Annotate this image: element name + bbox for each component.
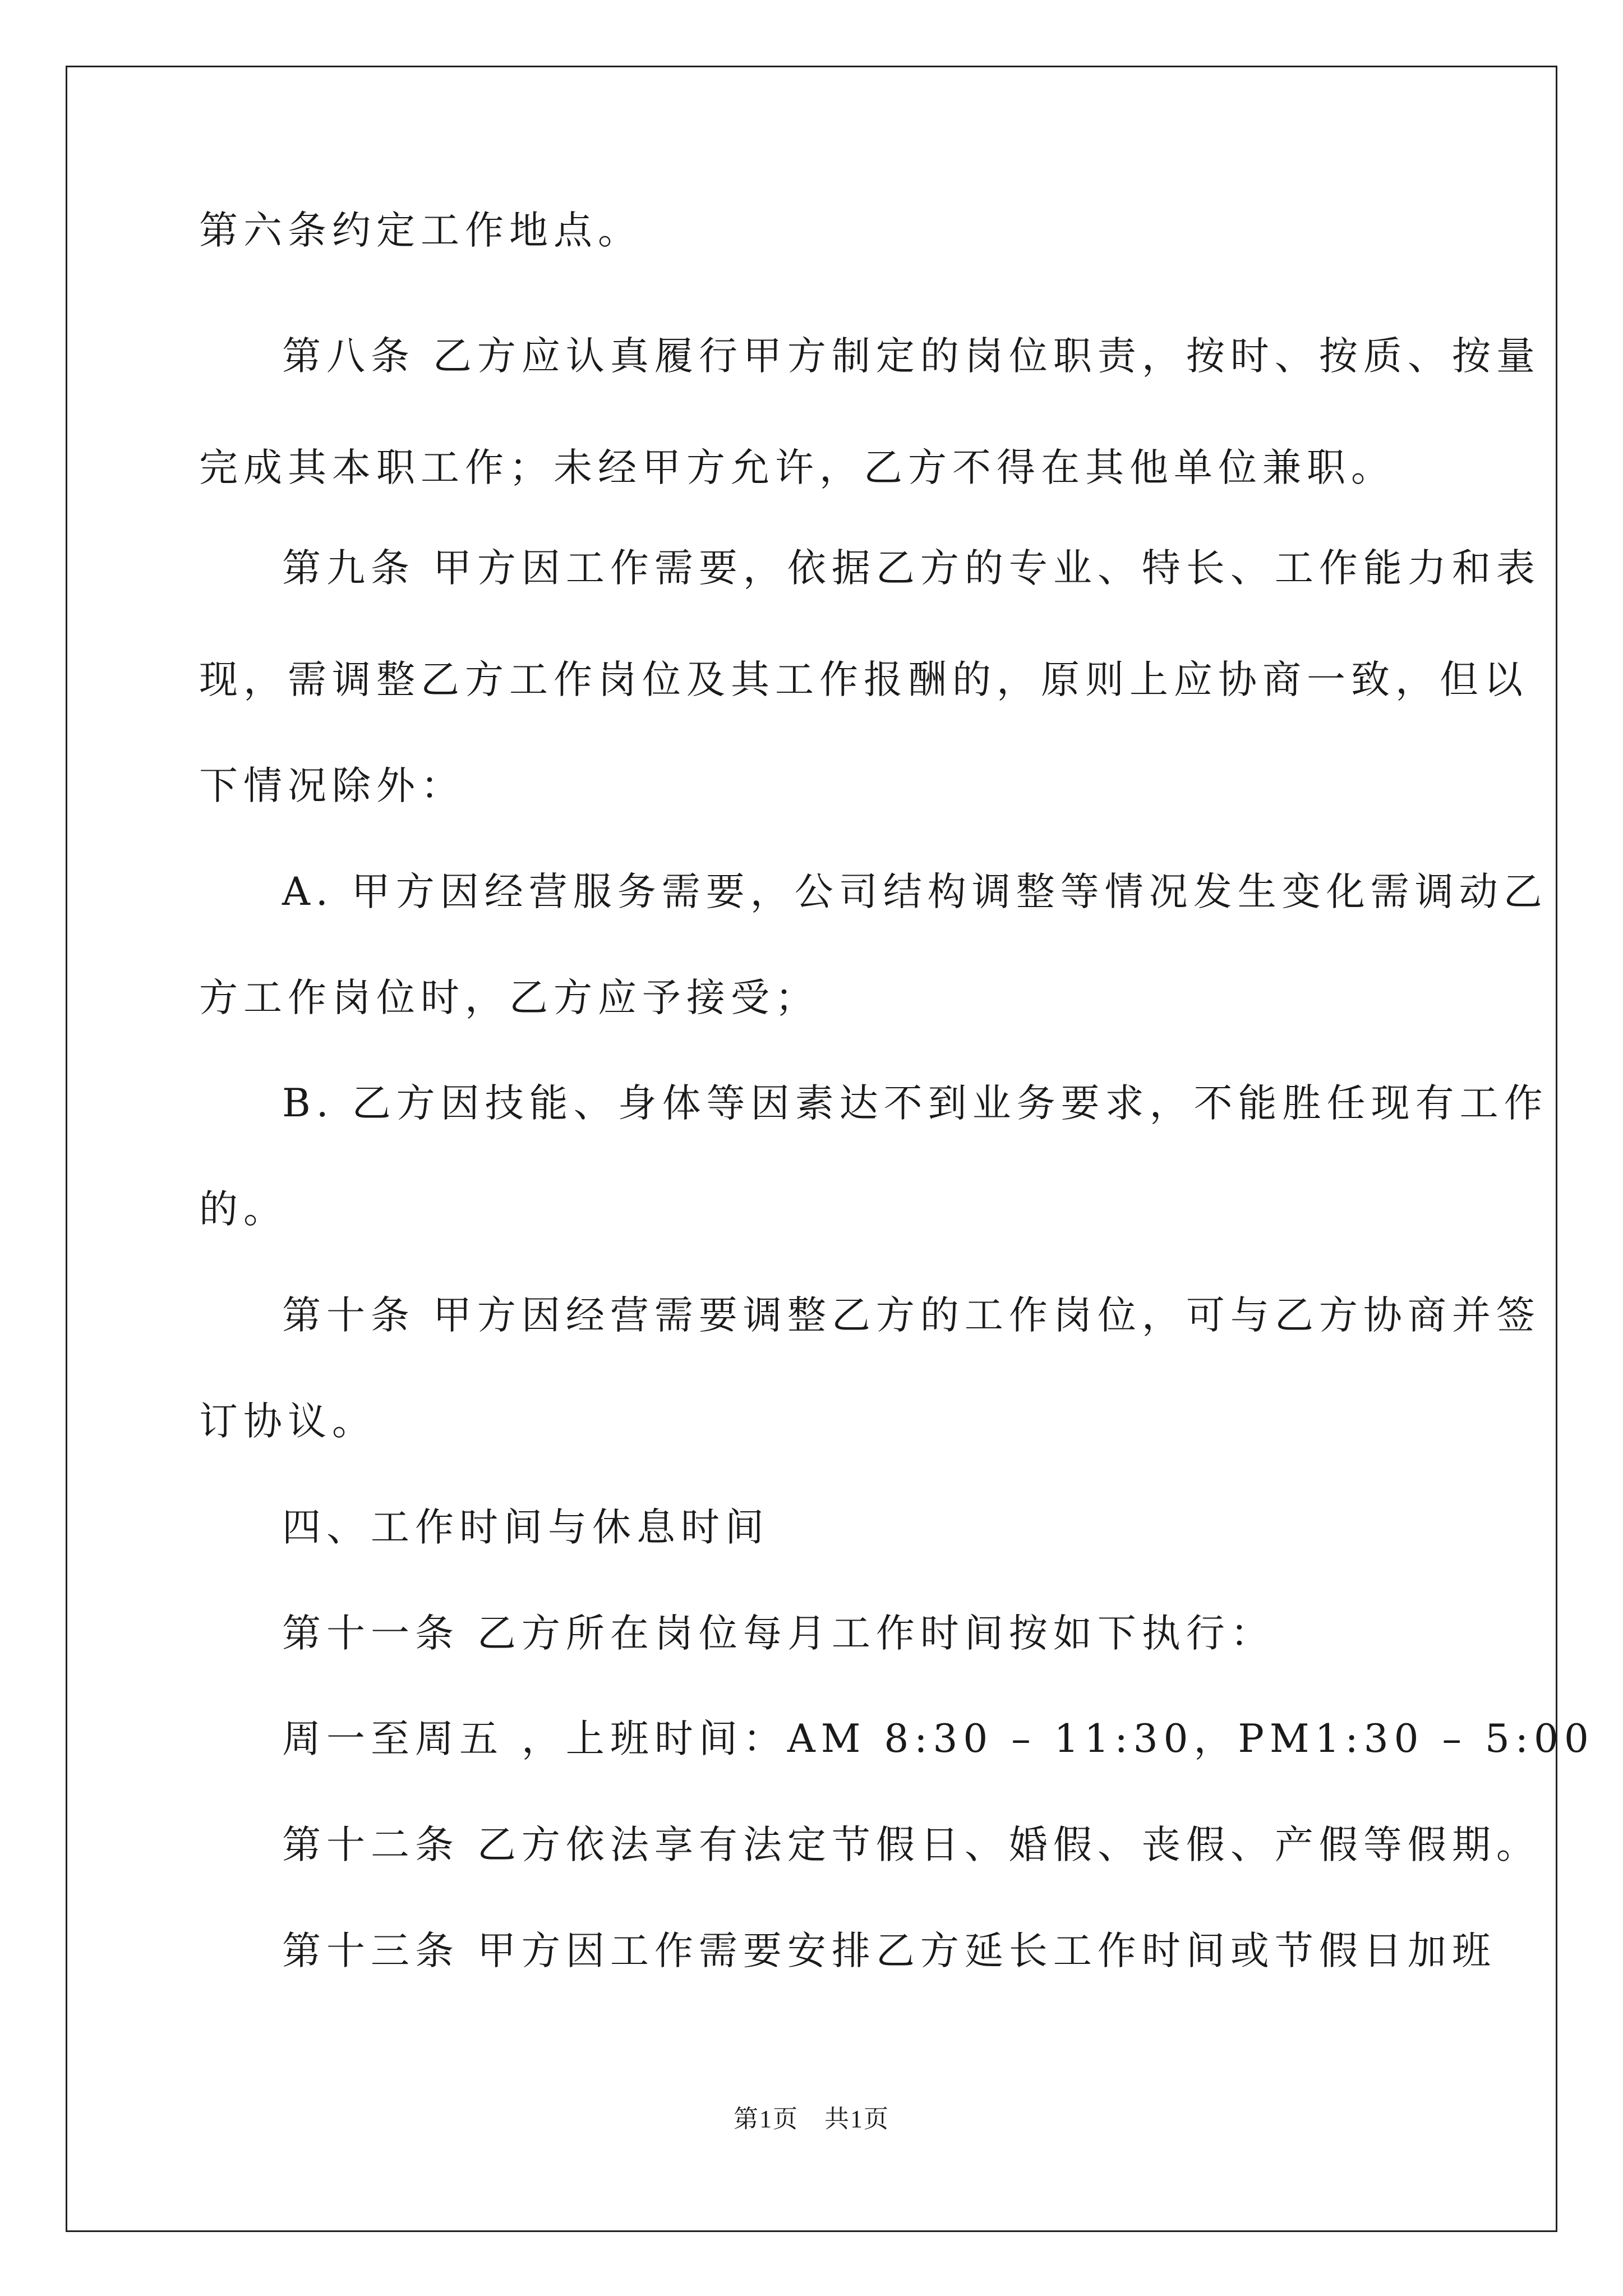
paragraph-line: 现，需调整乙方工作岗位及其工作报酬的，原则上应协商一致，但以 [199,657,1528,702]
paragraph-line: 第八条 乙方应认真履行甲方制定的岗位职责，按时、按质、按量 [282,334,1541,379]
paragraph-line: 完成其本职工作；未经甲方允许，乙方不得在其他单位兼职。 [199,445,1395,490]
paragraph-line: 方工作岗位时，乙方应予接受； [199,976,819,1020]
page-number-footer: 第1页 共1页 [734,2105,889,2133]
paragraph-line: 周一至周五 ，上班时间：AM 8:30 – 11:30，PM1:30 – 5:00 [282,1717,1594,1761]
page-border [66,66,1557,2232]
section-heading: 四、工作时间与休息时间 [282,1505,769,1550]
paragraph-line: 第六条约定工作地点。 [199,208,642,253]
paragraph-line: 下情况除外： [199,763,465,808]
paragraph-line: 第十一条 乙方所在岗位每月工作时间按如下执行： [282,1611,1275,1656]
paragraph-line: 第九条 甲方因工作需要，依据乙方的专业、特长、工作能力和表 [282,546,1541,591]
paragraph-line: B. 乙方因技能、身体等因素达不到业务要求，不能胜任现有工作 [282,1081,1548,1126]
paragraph-line: 订协议。 [199,1399,376,1444]
paragraph-line: 第十三条 甲方因工作需要安排乙方延长工作时间或节假日加班 [282,1929,1496,1973]
paragraph-line: 第十二条 乙方依法享有法定节假日、婚假、丧假、产假等假期。 [282,1823,1541,1867]
paragraph-line: 第十条 甲方因经营需要调整乙方的工作岗位，可与乙方协商并签 [282,1293,1541,1338]
paragraph-line: 的。 [199,1187,288,1232]
paragraph-line: A. 甲方因经营服务需要，公司结构调整等情况发生变化需调动乙 [282,869,1548,914]
